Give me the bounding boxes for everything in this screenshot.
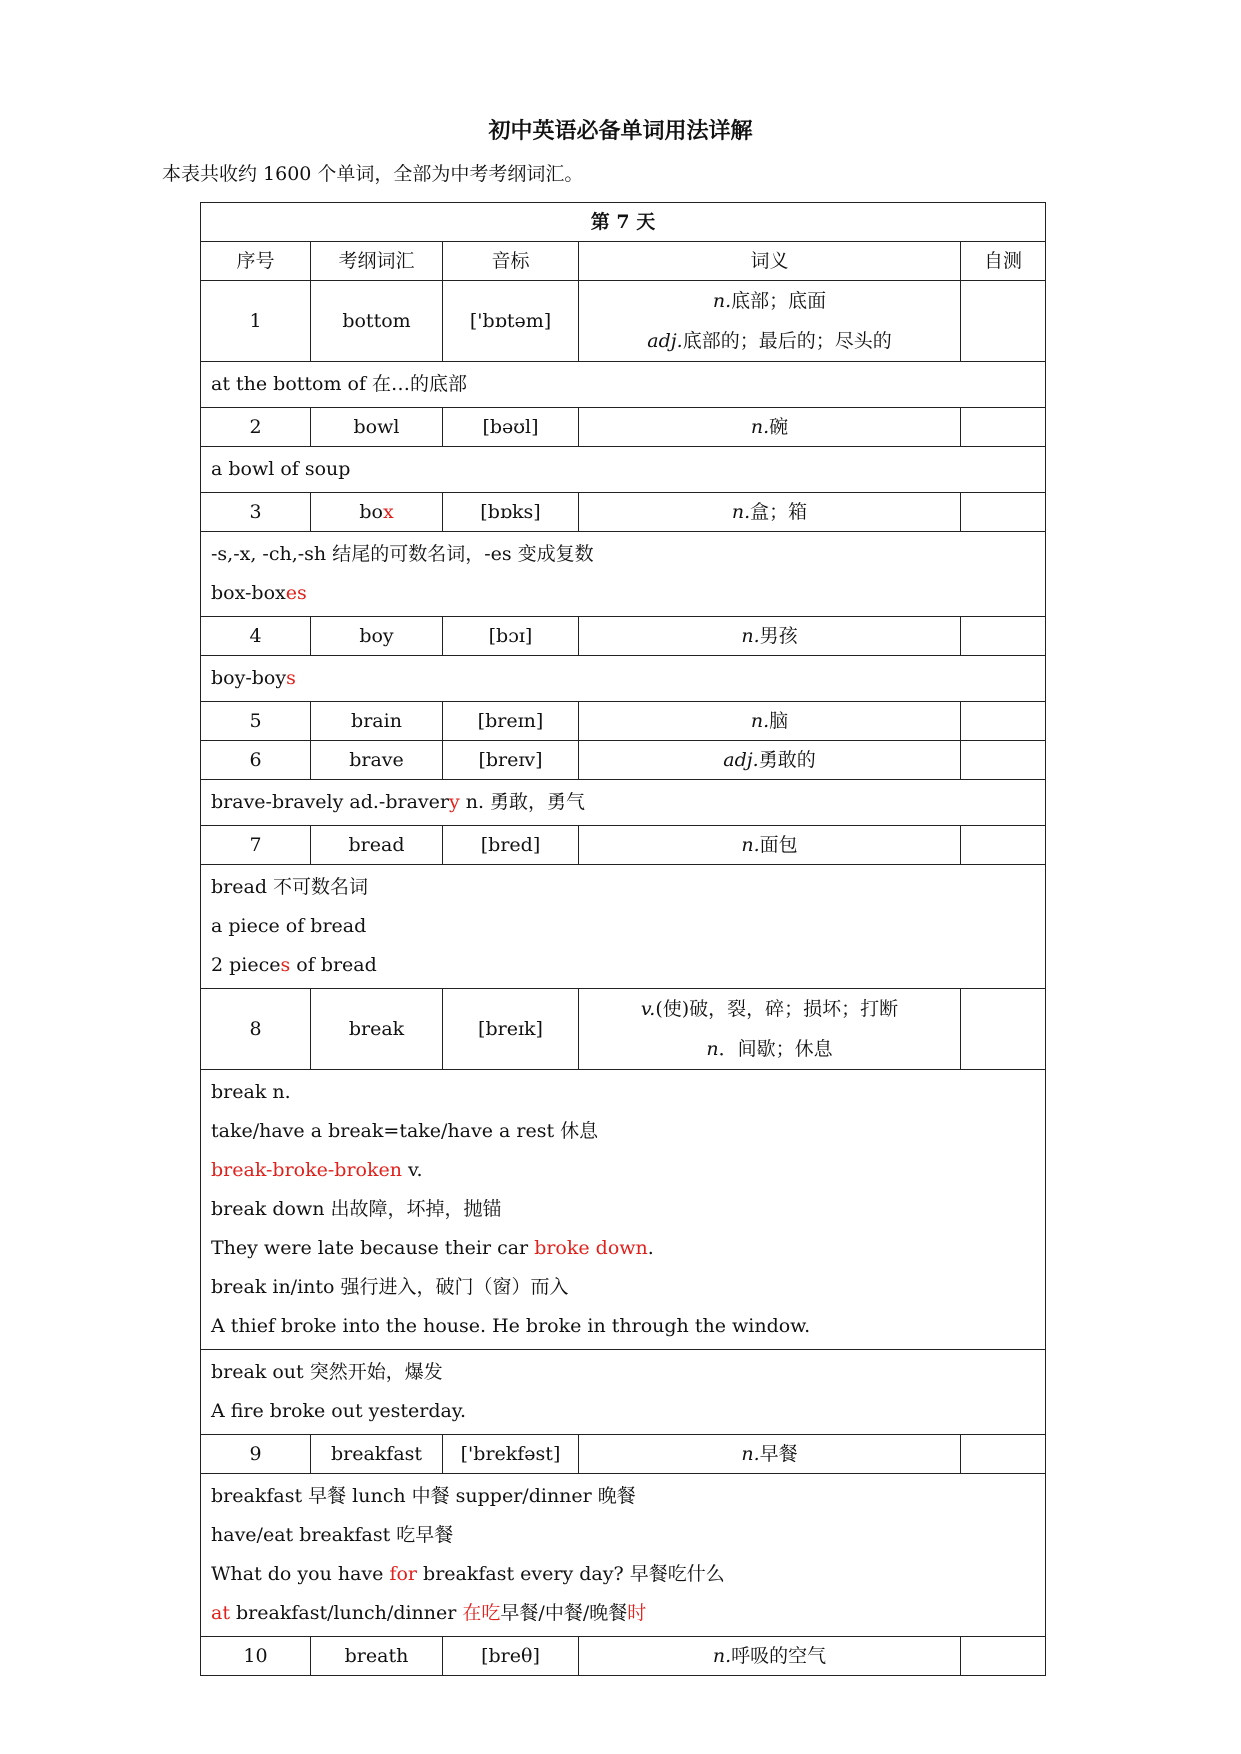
highlight-text: s <box>286 667 296 689</box>
word-row <box>201 617 1046 656</box>
text-run: breath <box>344 1645 409 1667</box>
text-run: bowl <box>353 416 400 438</box>
self-test-cell[interactable] <box>961 1637 1046 1676</box>
header-no: 序号 <box>201 242 311 281</box>
entry-meaning <box>579 1435 961 1474</box>
highlight-text: y <box>448 791 460 813</box>
highlight-text: x <box>382 501 394 523</box>
text-run: n. 勇敢，勇气 <box>459 791 586 813</box>
self-test-cell[interactable] <box>961 741 1046 780</box>
meaning-line <box>579 1029 960 1069</box>
highlight-text: 在吃 <box>462 1602 501 1624</box>
note-line <box>211 1307 1035 1346</box>
text-run: 2 piece <box>211 954 281 976</box>
note-line <box>211 1190 1035 1229</box>
entry-meaning <box>579 493 961 532</box>
meaning-line <box>741 834 797 856</box>
note-line <box>211 1392 1035 1431</box>
self-test-cell[interactable] <box>961 617 1046 656</box>
note-line <box>211 907 1035 946</box>
usage-note-row <box>201 656 1046 702</box>
entry-number: 7 <box>201 826 311 865</box>
text-run: of bread <box>290 954 377 976</box>
entry-phonetic: [bred] <box>443 826 579 865</box>
usage-note-row <box>201 532 1046 617</box>
highlight-text: s <box>280 954 291 976</box>
entry-word <box>311 741 443 780</box>
meaning-line <box>579 281 960 321</box>
word-row <box>201 741 1046 780</box>
text-run: -s,-x, -ch,-sh 结尾的可数名词，-es 变成复数 <box>211 543 594 565</box>
note-line <box>211 1073 1035 1112</box>
entry-phonetic: ['brekfəst] <box>443 1435 579 1474</box>
text-run: breakfast <box>330 1443 423 1465</box>
header-selftest: 自测 <box>961 242 1046 281</box>
text-run: 盒；箱 <box>750 501 808 523</box>
part-of-speech: n. <box>712 290 732 312</box>
entry-word <box>311 702 443 741</box>
entry-number: 8 <box>201 989 311 1070</box>
usage-note <box>201 532 1046 617</box>
entry-word <box>311 408 443 447</box>
highlight-text: at <box>211 1602 230 1624</box>
entry-word <box>311 617 443 656</box>
usage-note <box>201 1350 1046 1435</box>
entry-number: 5 <box>201 702 311 741</box>
text-run: breakfast 早餐 lunch 中餐 supper/dinner 晚餐 <box>211 1485 636 1507</box>
usage-note-row <box>201 780 1046 826</box>
meaning-line <box>751 416 788 438</box>
entry-number: 1 <box>201 281 311 362</box>
day-row <box>201 203 1046 242</box>
text-run: brave-bravely ad.-braver <box>211 791 449 813</box>
part-of-speech: n. <box>750 416 770 438</box>
word-row <box>201 1435 1046 1474</box>
note-line <box>211 946 1035 985</box>
usage-note-row <box>201 1474 1046 1637</box>
note-line <box>211 450 1035 489</box>
document-title: 初中英语必备单词用法详解 <box>488 118 753 144</box>
entry-meaning <box>579 408 961 447</box>
part-of-speech: n. <box>712 1645 732 1667</box>
meaning-line <box>713 1645 826 1667</box>
part-of-speech: n <box>706 1038 719 1060</box>
part-of-speech: n. <box>750 710 770 732</box>
entry-word <box>311 1637 443 1676</box>
part-of-speech: n. <box>731 501 751 523</box>
self-test-cell[interactable] <box>961 1435 1046 1474</box>
text-run: 面包 <box>759 834 798 856</box>
meaning-line <box>579 321 960 361</box>
self-test-cell[interactable] <box>961 493 1046 532</box>
entry-phonetic: [bɒks] <box>443 493 579 532</box>
entry-meaning <box>579 1637 961 1676</box>
word-row <box>201 702 1046 741</box>
usage-note-row <box>201 1070 1046 1350</box>
usage-note <box>201 1070 1046 1350</box>
part-of-speech: adj. <box>647 330 683 352</box>
text-run: 碗 <box>769 416 789 438</box>
entry-word <box>311 989 443 1070</box>
part-of-speech: n. <box>741 625 760 647</box>
note-line <box>211 365 1035 404</box>
text-run: They were late because their car <box>211 1237 535 1259</box>
text-run: (使)破，裂，碎；损坏；打断 <box>655 998 899 1020</box>
meaning-line <box>732 501 807 523</box>
part-of-speech: v. <box>640 998 656 1020</box>
word-row <box>201 989 1046 1070</box>
text-run: break in/into 强行进入，破门（窗）而入 <box>211 1276 569 1298</box>
entry-phonetic: [breɪv] <box>443 741 579 780</box>
usage-note <box>201 780 1046 826</box>
note-line <box>211 574 1035 613</box>
entry-meaning <box>579 741 961 780</box>
day-label: 第 7 天 <box>201 203 1046 242</box>
note-line <box>211 659 1035 698</box>
note-line <box>211 1555 1035 1594</box>
self-test-cell[interactable] <box>961 989 1046 1070</box>
text-run: bottom <box>342 310 411 332</box>
meaning-line <box>723 749 815 771</box>
text-run: break <box>348 1018 405 1040</box>
text-run: box-box <box>211 582 286 604</box>
text-run: ．间歇；休息 <box>718 1038 833 1060</box>
note-line <box>211 1594 1035 1633</box>
entry-meaning <box>579 826 961 865</box>
usage-note <box>201 362 1046 408</box>
self-test-cell[interactable] <box>961 408 1046 447</box>
word-row <box>201 826 1046 865</box>
usage-note <box>201 1474 1046 1637</box>
meaning-line <box>579 989 960 1029</box>
highlight-text: 时 <box>627 1602 647 1624</box>
text-run: a bowl of soup <box>211 458 351 480</box>
word-row <box>201 493 1046 532</box>
entry-number: 2 <box>201 408 311 447</box>
note-line <box>211 1353 1035 1392</box>
part-of-speech: n. <box>741 834 760 856</box>
text-run: . <box>647 1237 654 1259</box>
text-run: boy <box>359 625 394 647</box>
entry-number: 9 <box>201 1435 311 1474</box>
usage-note-row <box>201 1350 1046 1435</box>
entry-meaning <box>579 989 961 1070</box>
text-run: have/eat breakfast 吃早餐 <box>211 1524 454 1546</box>
entry-phonetic: [breɪk] <box>443 989 579 1070</box>
text-run: brave <box>349 749 404 771</box>
entry-phonetic: [breɪn] <box>443 702 579 741</box>
note-line <box>211 1268 1035 1307</box>
header-word: 考纲词汇 <box>311 242 443 281</box>
vocabulary-table <box>200 202 1046 1676</box>
entry-word <box>311 281 443 362</box>
meaning-line <box>741 625 797 647</box>
text-run: 男孩 <box>759 625 798 647</box>
usage-note <box>201 656 1046 702</box>
entry-word <box>311 1435 443 1474</box>
note-line <box>211 1477 1035 1516</box>
entry-number: 6 <box>201 741 311 780</box>
usage-note <box>201 447 1046 493</box>
entry-number: 4 <box>201 617 311 656</box>
usage-note-row <box>201 447 1046 493</box>
text-run: brain <box>351 710 402 732</box>
part-of-speech: n. <box>741 1443 760 1465</box>
header-row <box>201 242 1046 281</box>
self-test-cell[interactable] <box>961 281 1046 362</box>
entry-number: 3 <box>201 493 311 532</box>
document-intro: 本表共收约 1600 个单词，全部为中考考纲词汇。 <box>162 163 584 185</box>
usage-note <box>201 865 1046 989</box>
note-line <box>211 1112 1035 1151</box>
text-run: at the bottom of 在…的底部 <box>211 373 468 395</box>
word-row <box>201 408 1046 447</box>
highlight-text: break-broke-broken <box>211 1159 402 1181</box>
self-test-cell[interactable] <box>961 702 1046 741</box>
note-line <box>211 1151 1035 1190</box>
highlight-text: broke down <box>534 1237 648 1259</box>
text-run: 呼吸的空气 <box>731 1645 827 1667</box>
text-run: What do you have <box>211 1563 390 1585</box>
header-meaning: 词义 <box>579 242 961 281</box>
entry-word <box>311 826 443 865</box>
text-run: 底部；底面 <box>731 290 827 312</box>
part-of-speech: adj. <box>723 749 759 771</box>
text-run: breakfast/lunch/dinner <box>229 1602 463 1624</box>
text-run: A fire broke out yesterday. <box>211 1400 467 1422</box>
word-row <box>201 1637 1046 1676</box>
header-ipa: 音标 <box>443 242 579 281</box>
text-run: v. <box>401 1159 423 1181</box>
highlight-text: es <box>285 582 307 604</box>
text-run: a piece of bread <box>211 915 367 937</box>
text-run: take/have a break=take/have a rest 休息 <box>211 1120 599 1142</box>
note-line <box>211 868 1035 907</box>
entry-phonetic: ['bɒtəm] <box>443 281 579 362</box>
text-run: 脑 <box>769 710 789 732</box>
text-run: bread <box>348 834 405 856</box>
entry-meaning <box>579 702 961 741</box>
text-run: 早餐 <box>759 1443 798 1465</box>
entry-number: 10 <box>201 1637 311 1676</box>
text-run: break down 出故障，坏掉，抛锚 <box>211 1198 502 1220</box>
entry-meaning <box>579 617 961 656</box>
text-run: 早餐/中餐/晚餐 <box>500 1602 628 1624</box>
entry-word <box>311 493 443 532</box>
note-line <box>211 1516 1035 1555</box>
text-run: A thief broke into the house. He broke in through the window. <box>211 1315 811 1337</box>
entry-meaning <box>579 281 961 362</box>
text-run: 底部的；最后的；尽头的 <box>682 330 892 352</box>
entry-phonetic: [bɔɪ] <box>443 617 579 656</box>
usage-note-row <box>201 865 1046 989</box>
note-line <box>211 535 1035 574</box>
meaning-line <box>751 710 788 732</box>
self-test-cell[interactable] <box>961 826 1046 865</box>
usage-note-row <box>201 362 1046 408</box>
text-run: boy-boy <box>211 667 287 689</box>
text-run: bo <box>359 501 383 523</box>
text-run: break out 突然开始，爆发 <box>211 1361 443 1383</box>
note-line <box>211 783 1035 822</box>
text-run: breakfast every day? 早餐吃什么 <box>417 1563 725 1585</box>
entry-phonetic: [bəʊl] <box>443 408 579 447</box>
note-line <box>211 1229 1035 1268</box>
highlight-text: for <box>389 1563 418 1585</box>
text-run: bread 不可数名词 <box>211 876 369 898</box>
word-row <box>201 281 1046 362</box>
text-run: 勇敢的 <box>758 749 816 771</box>
entry-phonetic: [breθ] <box>443 1637 579 1676</box>
text-run: break n. <box>211 1081 291 1103</box>
meaning-line <box>741 1443 797 1465</box>
